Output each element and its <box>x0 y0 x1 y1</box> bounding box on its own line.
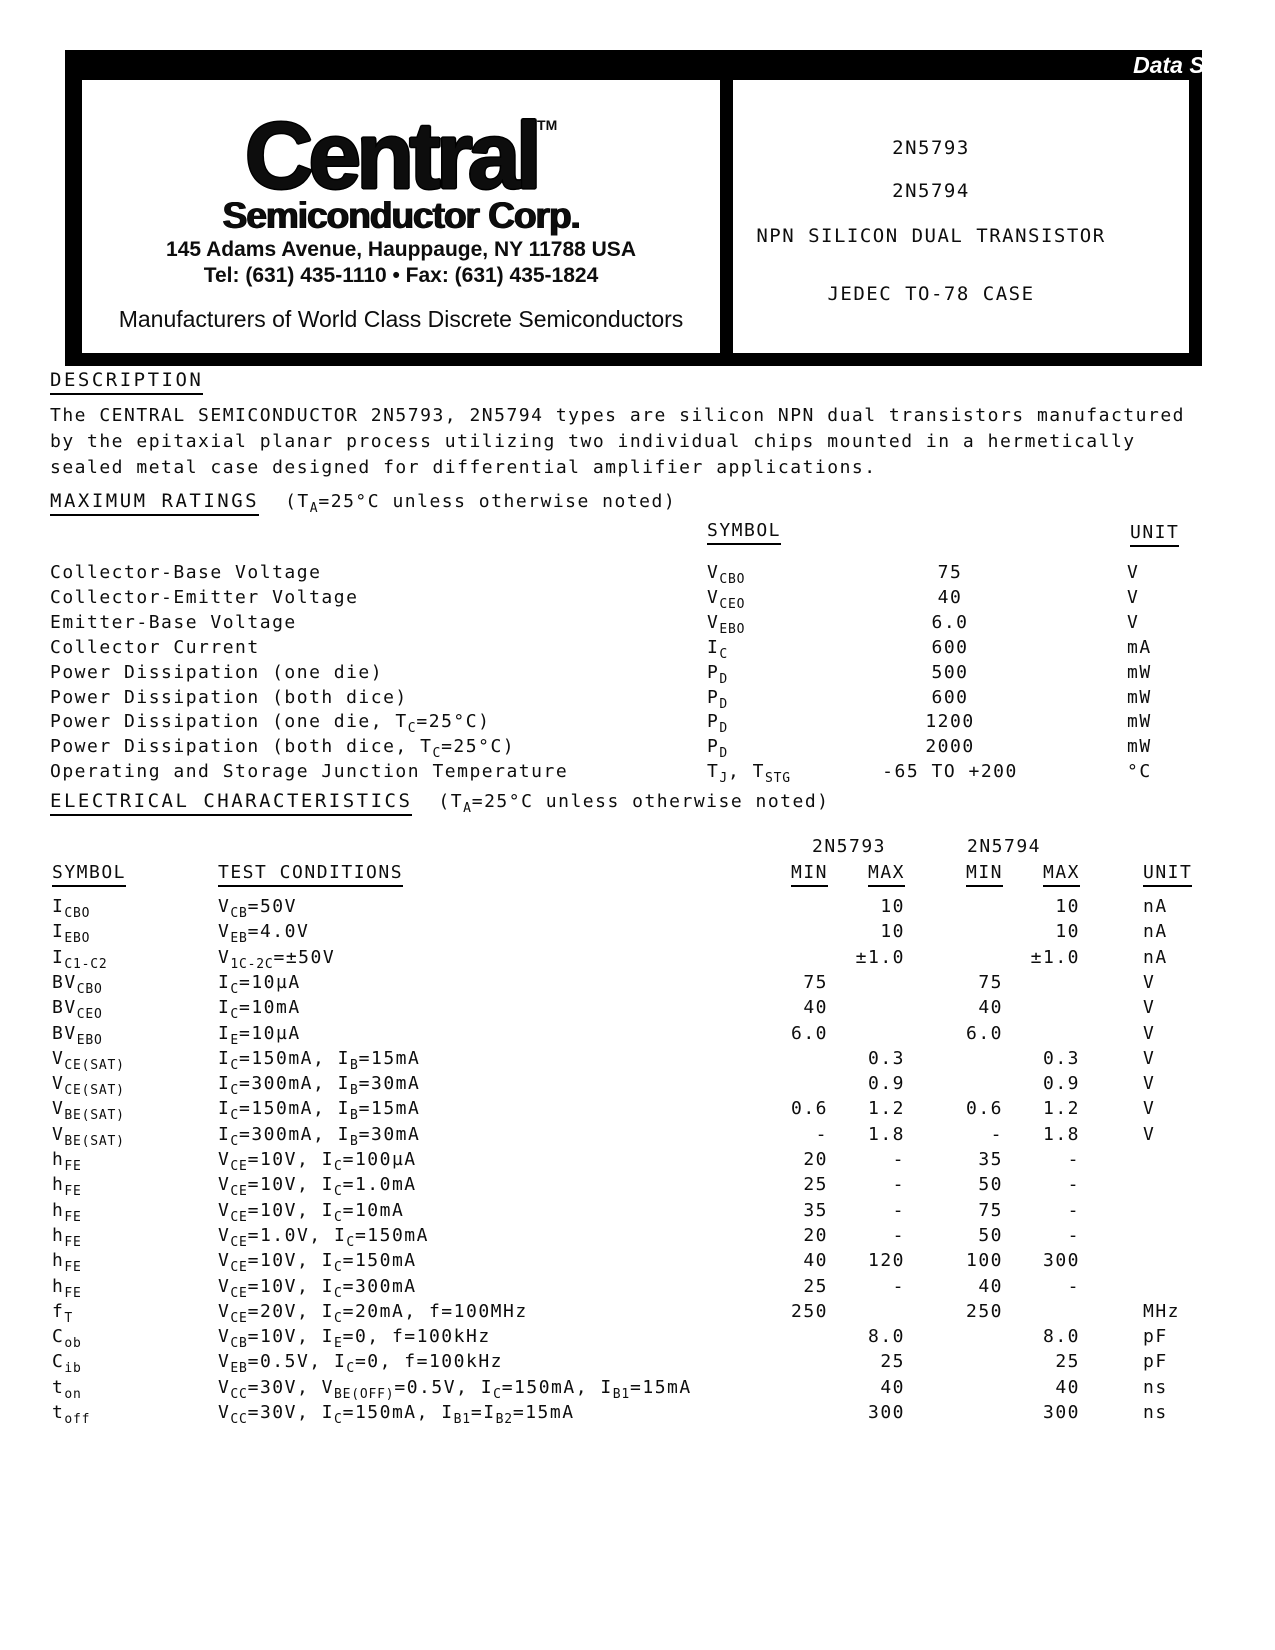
rating-unit: mW <box>1127 711 1152 733</box>
rating-value: 2000 <box>925 736 975 758</box>
rating-symbol: $P_D$ <box>707 686 728 712</box>
max-ratings-row <box>0 711 1275 737</box>
ec-symbol: $I_{EBO}$ <box>52 921 91 947</box>
ec-min-2n5794: 75 <box>978 1199 1003 1221</box>
ec-symbol: $t_{off}$ <box>52 1402 91 1427</box>
rating-label: Collector-Base Voltage <box>50 562 322 583</box>
ec-symbol: $C_{ib}$ <box>52 1351 82 1377</box>
datasheet-banner <box>65 50 1252 80</box>
part-number-2: 2N5794 <box>892 180 970 202</box>
ec-max-2n5793: - <box>892 1199 905 1221</box>
ec-conditions: $V_{CE}=10V$, $I_C=1.0mA$ <box>218 1174 417 1200</box>
max-ratings-row <box>0 562 1275 588</box>
rating-value: 6.0 <box>931 611 969 633</box>
ec-symbol: $h_{FE}$ <box>52 1275 82 1301</box>
max-ratings-symbol-header: SYMBOL <box>707 520 781 545</box>
ec-min-2n5793: 6.0 <box>790 1022 828 1044</box>
rating-value: 75 <box>937 562 963 583</box>
rating-symbol: $T_J$, $T_{STG}$ <box>707 761 791 787</box>
ec-unit: pF <box>1143 1351 1168 1373</box>
rating-value: 500 <box>931 661 969 683</box>
ec-max-2n5793: 8.0 <box>867 1326 905 1348</box>
rating-label: Collector-Emitter Voltage <box>50 586 359 608</box>
ec-conditions: $I_C=300mA$, $I_B=30mA$ <box>218 1123 421 1149</box>
rating-unit: mW <box>1127 686 1152 708</box>
rating-label: Emitter-Base Voltage <box>50 611 297 633</box>
ec-symbol: $BV_{CEO}$ <box>52 997 103 1023</box>
ec-symbol: $h_{FE}$ <box>52 1174 82 1200</box>
rating-label: Collector Current <box>50 636 260 658</box>
datasheet-banner-label: Data Sheet <box>1133 52 1252 78</box>
rating-unit: mA <box>1127 636 1152 658</box>
ec-max-2n5793: 1.2 <box>867 1098 905 1120</box>
electrical-row <box>0 947 1275 973</box>
ec-max-2n5793: 120 <box>867 1250 905 1272</box>
ec-symbol: $I_{C1-C2}$ <box>52 946 108 972</box>
product-type: NPN SILICON DUAL TRANSISTOR <box>756 225 1106 247</box>
ec-conditions: $V_{CB}=50V$ <box>218 896 297 921</box>
ec-conditions: $V_{CE}=10V$, $I_C=150mA$ <box>218 1250 417 1276</box>
electrical-row <box>0 921 1275 947</box>
ec-unit: V <box>1143 1022 1156 1044</box>
ec-symbol: $BV_{CBO}$ <box>52 971 103 997</box>
rating-symbol: $V_{EBO}$ <box>707 611 746 637</box>
ec-symbol: $BV_{EBO}$ <box>52 1022 103 1048</box>
electrical-row <box>0 1250 1275 1276</box>
ec-max-2n5794: 10 <box>1055 896 1080 917</box>
description-text: The CENTRAL SEMICONDUCTOR 2N5793, 2N5794 types are silicon NPN dual transistors manufactured by the epitaxial planar process utilizing two individual chips mounted in a hermetically sealed metal case designed for differential amplifier applications. <box>50 405 1185 478</box>
electrical-row <box>0 1225 1275 1251</box>
rating-symbol: $P_D$ <box>707 711 728 737</box>
max-ratings-row <box>0 761 1275 787</box>
rating-value: -65 TO +200 <box>882 761 1018 783</box>
ec-conditions: $I_C=150mA$, $I_B=15mA$ <box>218 1047 421 1073</box>
ec-conditions: $V_{CC}=30V$, $I_C=150mA$, $I_{B1}=I_{B2}=15mA$ <box>218 1402 575 1427</box>
rating-unit: V <box>1127 611 1140 633</box>
ec-unit: V <box>1143 1047 1156 1069</box>
ec-symbol: $V_{BE(SAT)}$ <box>52 1098 125 1124</box>
electrical-row <box>0 1276 1275 1302</box>
ec-min-2n5794: 75 <box>978 971 1003 993</box>
ec-min-2n5794: 50 <box>978 1224 1003 1246</box>
ec-min-2n5793: 35 <box>803 1199 828 1221</box>
ec-min-2n5794: 35 <box>978 1149 1003 1170</box>
electrical-conditions-header: TEST CONDITIONS <box>218 862 403 887</box>
electrical-row <box>0 1200 1275 1226</box>
max-ratings-row <box>0 687 1275 713</box>
electrical-heading-row <box>50 790 830 816</box>
ec-symbol: $V_{CE(SAT)}$ <box>52 1073 125 1099</box>
ec-conditions: $V_{CE}=10V$, $I_C=300mA$ <box>218 1275 417 1301</box>
ec-conditions: $V_{1C-2C}=\pm 50V$ <box>218 946 336 972</box>
rating-unit: V <box>1127 562 1140 583</box>
ec-conditions: $V_{CE}=10V$, $I_C=100\mu A$ <box>218 1149 417 1174</box>
company-logo-text: Central <box>244 103 538 209</box>
ec-symbol: $h_{FE}$ <box>52 1250 82 1276</box>
ec-unit: V <box>1143 971 1156 993</box>
rating-label: Operating and Storage Junction Temperature <box>50 761 569 783</box>
ec-unit: pF <box>1143 1326 1168 1348</box>
ec-conditions: $V_{CE}=1.0V$, $I_C=150mA$ <box>218 1224 429 1250</box>
electrical-heading: ELECTRICAL CHARACTERISTICS <box>50 790 412 816</box>
ec-max-2n5793: 0.3 <box>867 1047 905 1069</box>
ec-max-2n5794: 10 <box>1055 921 1080 943</box>
ec-conditions: $I_C=10mA$ <box>218 997 301 1023</box>
rating-symbol: $V_{CBO}$ <box>707 562 746 587</box>
ec-min-2n5793: 20 <box>803 1224 828 1246</box>
ec-max-2n5793: 10 <box>880 921 905 943</box>
ec-max-2n5793: - <box>892 1275 905 1297</box>
ec-max-2n5793: - <box>892 1224 905 1246</box>
ec-max-2n5794: 25 <box>1055 1351 1080 1373</box>
ec-conditions: $I_C=150mA$, $I_B=15mA$ <box>218 1098 421 1124</box>
electrical-max-header-2n5794: MAX <box>980 862 1080 887</box>
ec-conditions: $V_{EB}=4.0V$ <box>218 921 310 947</box>
company-phone: Tel: (631) 435-1110 • Fax: (631) 435-1824 <box>203 264 599 287</box>
product-box <box>733 80 1189 353</box>
ec-unit: V <box>1143 1098 1156 1120</box>
rating-label: Power Dissipation (both dice) <box>50 686 408 708</box>
max-ratings-row <box>0 612 1275 638</box>
ec-min-2n5794: 250 <box>965 1300 1003 1322</box>
max-ratings-row <box>0 736 1275 762</box>
ec-max-2n5793: 1.8 <box>867 1123 905 1145</box>
ec-min-2n5793: 20 <box>803 1149 828 1170</box>
electrical-row <box>0 1377 1275 1403</box>
ec-unit: ns <box>1143 1376 1168 1398</box>
ec-max-2n5794: ±1.0 <box>1030 946 1080 968</box>
ec-min-2n5794: 40 <box>978 1275 1003 1297</box>
ec-max-2n5794: - <box>1067 1199 1080 1221</box>
rating-symbol: $I_C$ <box>707 636 728 662</box>
ec-unit: V <box>1143 1073 1156 1095</box>
max-ratings-row <box>0 587 1275 613</box>
electrical-row <box>0 1351 1275 1377</box>
ec-conditions: $V_{EB}=0.5V$, $I_C=0$, f=100kHz <box>218 1351 503 1377</box>
ec-max-2n5793: 10 <box>880 896 905 917</box>
ec-conditions: $V_{CE}=20V$, $I_C=20mA$, f=100MHz <box>218 1300 528 1326</box>
ec-symbol: $V_{BE(SAT)}$ <box>52 1123 125 1149</box>
product-case: JEDEC TO-78 CASE <box>827 283 1035 305</box>
ec-min-2n5793: 250 <box>790 1300 828 1322</box>
rating-unit: °C <box>1127 761 1152 783</box>
ec-min-2n5794: 6.0 <box>965 1022 1003 1044</box>
electrical-min-header-2n5793: MIN <box>728 862 828 887</box>
electrical-row <box>0 1023 1275 1049</box>
max-ratings-note: ($T_A=25^\circ C$ unless otherwise noted) <box>285 491 677 516</box>
ec-symbol: $I_{CBO}$ <box>52 896 91 921</box>
electrical-row <box>0 1073 1275 1099</box>
ec-symbol: $h_{FE}$ <box>52 1149 82 1174</box>
rating-value: 40 <box>937 586 963 608</box>
ec-max-2n5794: 300 <box>1042 1402 1080 1423</box>
ec-unit: nA <box>1143 921 1168 943</box>
max-ratings-row <box>0 637 1275 663</box>
ec-max-2n5793: 300 <box>867 1402 905 1423</box>
electrical-group-2n5793: 2N5793 <box>812 836 887 857</box>
ec-min-2n5793: 0.6 <box>790 1098 828 1120</box>
max-ratings-heading-row <box>50 490 676 516</box>
ec-symbol: $V_{CE(SAT)}$ <box>52 1047 125 1073</box>
ec-max-2n5794: 0.9 <box>1042 1073 1080 1095</box>
ec-max-2n5794: 300 <box>1042 1250 1080 1272</box>
ec-symbol: $C_{ob}$ <box>52 1326 82 1352</box>
company-logo-subtitle: Semiconductor Corp. <box>222 195 580 236</box>
electrical-row <box>0 1174 1275 1200</box>
ec-max-2n5793: - <box>892 1149 905 1170</box>
electrical-row <box>0 1301 1275 1327</box>
ec-conditions: $I_C=10\mu A$ <box>218 971 301 997</box>
ec-max-2n5794: - <box>1067 1174 1080 1196</box>
ec-min-2n5793: 40 <box>803 1250 828 1272</box>
header-frame <box>65 50 1252 366</box>
rating-symbol: $V_{CEO}$ <box>707 586 746 612</box>
rating-label: Power Dissipation (both dice, $T_C=25^\circ C$) <box>50 736 516 762</box>
trademark-symbol: TM <box>537 117 558 133</box>
ec-symbol: $h_{FE}$ <box>52 1199 82 1225</box>
ec-min-2n5793: 25 <box>803 1174 828 1196</box>
ec-unit: nA <box>1143 946 1168 968</box>
company-box <box>82 80 720 353</box>
company-tagline: Manufacturers of World Class Discrete Semiconductors <box>118 306 684 332</box>
ec-max-2n5793: 0.9 <box>867 1073 905 1095</box>
ec-unit: V <box>1143 997 1156 1019</box>
electrical-max-header-2n5793: MAX <box>805 862 905 887</box>
part-number-1: 2N5793 <box>892 137 970 159</box>
rating-symbol: $P_D$ <box>707 736 728 762</box>
ec-max-2n5794: - <box>1067 1149 1080 1170</box>
ec-min-2n5794: 40 <box>978 997 1003 1019</box>
rating-unit: V <box>1127 586 1140 608</box>
ec-max-2n5794: 0.3 <box>1042 1047 1080 1069</box>
ec-max-2n5794: 8.0 <box>1042 1326 1080 1348</box>
max-ratings-unit-header: UNIT <box>1130 522 1179 547</box>
electrical-row <box>0 1149 1275 1175</box>
ec-symbol: $t_{on}$ <box>52 1376 82 1402</box>
ec-unit: ns <box>1143 1402 1168 1423</box>
ec-max-2n5793: 25 <box>880 1351 905 1373</box>
ec-max-2n5794: - <box>1067 1224 1080 1246</box>
electrical-row <box>0 997 1275 1023</box>
rating-unit: mW <box>1127 661 1152 683</box>
electrical-row <box>0 1048 1275 1074</box>
electrical-row <box>0 972 1275 998</box>
electrical-row <box>0 1402 1275 1428</box>
ec-min-2n5794: - <box>990 1123 1003 1145</box>
ec-conditions: $V_{CC}=30V$, $V_{BE(OFF)}=0.5V$, $I_C=150mA$, $I_{B1}=15mA$ <box>218 1376 692 1402</box>
ec-max-2n5793: - <box>892 1174 905 1196</box>
electrical-row <box>0 1326 1275 1352</box>
rating-label: Power Dissipation (one die, $T_C=25^\circ C$) <box>50 711 491 737</box>
electrical-row <box>0 1098 1275 1124</box>
ec-max-2n5794: 40 <box>1055 1376 1080 1398</box>
electrical-group-2n5794: 2N5794 <box>967 836 1042 857</box>
ec-max-2n5794: 1.8 <box>1042 1123 1080 1145</box>
ec-conditions: $V_{CE}=10V$, $I_C=10mA$ <box>218 1199 405 1225</box>
company-address: 145 Adams Avenue, Hauppauge, NY 11788 USA <box>166 238 636 261</box>
ec-unit: nA <box>1143 896 1168 917</box>
ec-unit: V <box>1143 1123 1156 1145</box>
ec-unit: MHz <box>1143 1300 1181 1322</box>
max-ratings-row <box>0 662 1275 688</box>
ec-min-2n5794: 0.6 <box>965 1098 1003 1120</box>
ec-max-2n5793: ±1.0 <box>855 946 905 968</box>
ec-conditions: $I_E=10\mu A$ <box>218 1022 301 1048</box>
description-heading: DESCRIPTION <box>50 369 203 395</box>
electrical-row <box>0 1124 1275 1150</box>
ec-min-2n5794: 100 <box>965 1250 1003 1272</box>
ec-min-2n5793: - <box>815 1123 828 1145</box>
ec-max-2n5793: 40 <box>880 1376 905 1398</box>
ec-max-2n5794: 1.2 <box>1042 1098 1080 1120</box>
ec-symbol: $f_T$ <box>52 1300 73 1326</box>
rating-value: 1200 <box>925 711 975 733</box>
ec-max-2n5794: - <box>1067 1275 1080 1297</box>
electrical-row <box>0 896 1275 922</box>
electrical-min-header-2n5794: MIN <box>903 862 1003 887</box>
electrical-unit-header: UNIT <box>1143 862 1192 887</box>
rating-label: Power Dissipation (one die) <box>50 661 384 683</box>
rating-unit: mW <box>1127 736 1152 758</box>
ec-conditions: $I_C=300mA$, $I_B=30mA$ <box>218 1073 421 1099</box>
ec-min-2n5793: 75 <box>803 971 828 993</box>
rating-symbol: $P_D$ <box>707 661 728 687</box>
max-ratings-heading: MAXIMUM RATINGS <box>50 490 259 516</box>
ec-min-2n5793: 25 <box>803 1275 828 1297</box>
ec-min-2n5793: 40 <box>803 997 828 1019</box>
ec-conditions: $V_{CB}=10V$, $I_E=0$, f=100kHz <box>218 1326 491 1352</box>
company-logo <box>82 103 720 209</box>
ec-min-2n5794: 50 <box>978 1174 1003 1196</box>
rating-value: 600 <box>931 686 969 708</box>
rating-value: 600 <box>931 636 969 658</box>
electrical-note: ($T_A=25^\circ C$ unless otherwise noted) <box>438 791 830 816</box>
description-section <box>50 369 203 395</box>
electrical-symbol-header: SYMBOL <box>52 862 126 887</box>
ec-symbol: $h_{FE}$ <box>52 1224 82 1250</box>
